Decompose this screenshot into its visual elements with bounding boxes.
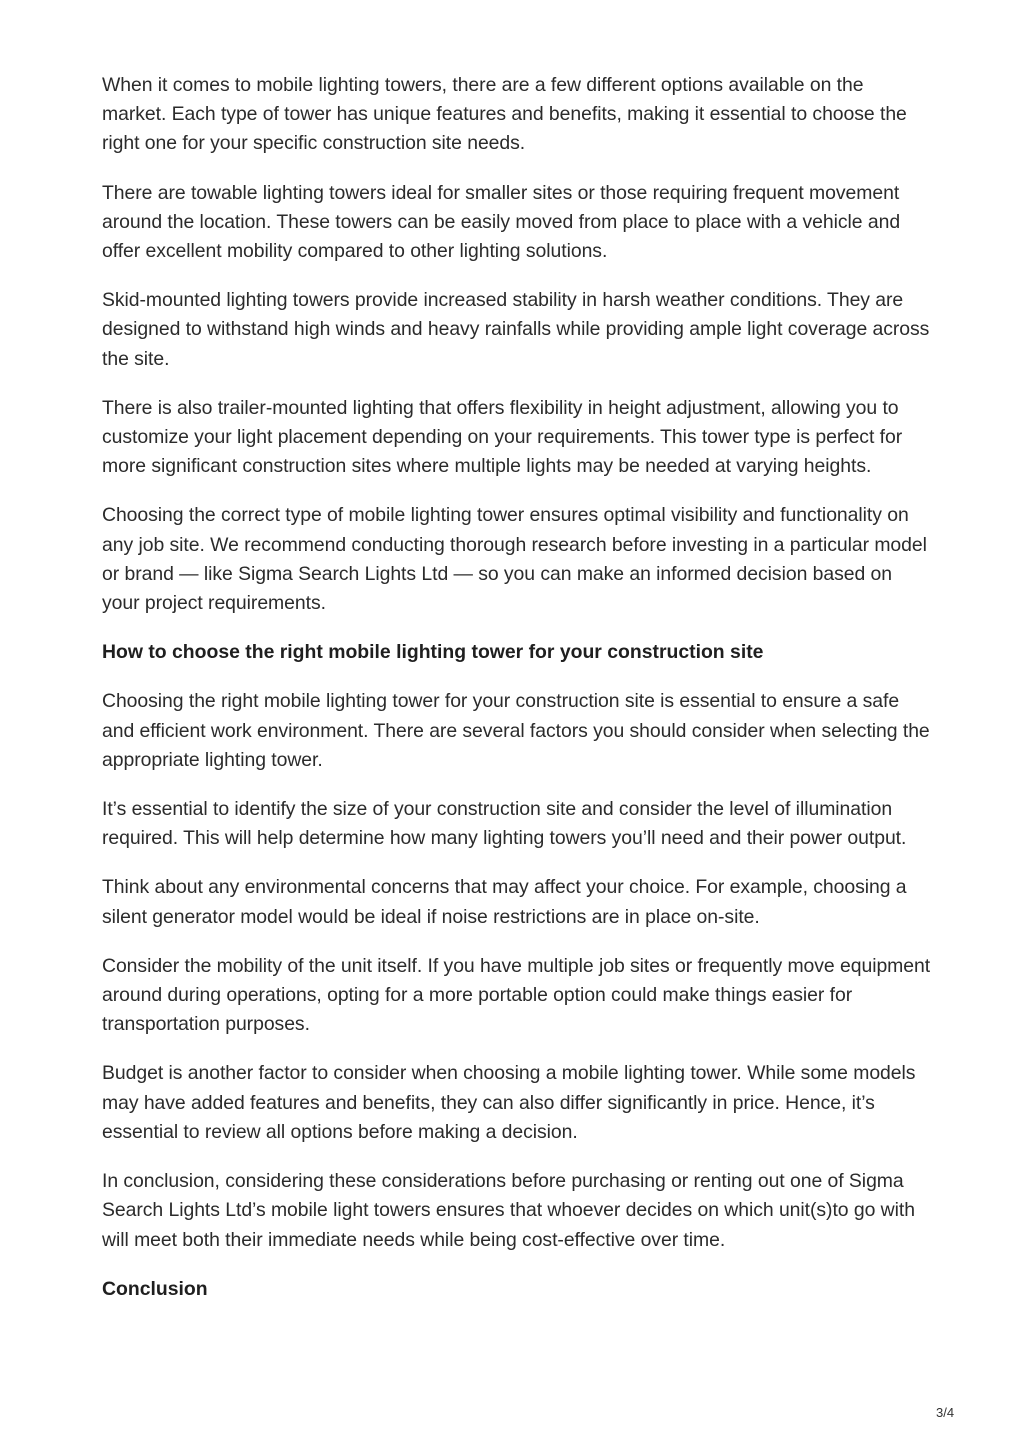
paragraph-intro-5: Choosing the correct type of mobile lighting tower ensures optimal visibility and functionality on any job site. We recommend conducting thorough research before investing in a particular model or brand — like Sigma Search Lights Ltd — so you can make an informed decision based on your project requirements. (102, 504, 927, 615)
paragraph-intro-1: When it comes to mobile lighting towers, there are a few different options available on the market. Each type of tower has unique features and benefits, making it essential to choose the right one for your specific construction site needs. (102, 74, 907, 155)
section-heading-choose: How to choose the right mobile lighting tower for your construction site (102, 641, 764, 664)
paragraph-intro-2: There are towable lighting towers ideal for smaller sites or those requiring frequent movement around the location. These towers can be easily moved from place to place with a vehicle and offer excellent mobility compared to other lighting solutions. (102, 181, 901, 263)
paragraph-intro-3: Skid-mounted lighting towers provide increased stability in harsh weather conditions. They are designed to withstand high winds and heavy rainfalls while providing ample light coverage across the site. (102, 289, 930, 370)
paragraph-choose-5: Budget is another factor to consider when choosing a mobile lighting tower. While some models may have added features and benefits, they can also differ significantly in price. Hence, it’s essential to review all options before making a decision. (102, 1062, 916, 1143)
paragraph-choose-4: Consider the mobility of the unit itself. If you have multiple job sites or frequently move equipment around during operations, opting for a more portable option could make things easier for transportation purposes. (102, 954, 931, 1036)
section-heading-conclusion: Conclusion (102, 1277, 208, 1300)
paragraph-choose-3: Think about any environmental concerns that may affect your choice. For example, choosing a silent generator model would be ideal if noise restrictions are in place on-site. (102, 876, 907, 928)
paragraph-choose-1: Choosing the right mobile lighting tower for your construction site is essential to ensure a safe and efficient work environment. There are several factors you should consider when selecting the appropriate lighting tower. (102, 690, 930, 771)
paragraph-choose-2: It’s essential to identify the size of your construction site and consider the level of illumination required. This will help determine how many lighting towers you’ll need and their power output. (102, 798, 907, 850)
document-body (102, 71, 932, 1324)
page-number: 3/4 (936, 1405, 955, 1420)
paragraph-choose-6: In conclusion, considering these considerations before purchasing or renting out one of Sigma Search Lights Ltd’s mobile light towers ensures that whoever decides on which unit(s)to go with will meet both their immediate needs while being cost-effective over time. (102, 1170, 915, 1251)
paragraph-intro-4: There is also trailer-mounted lighting that offers flexibility in height adjustment, allowing you to customize your light placement depending on your requirements. This tower type is perfect for more significant construction sites where multiple lights may be needed at varying heights. (102, 396, 903, 478)
